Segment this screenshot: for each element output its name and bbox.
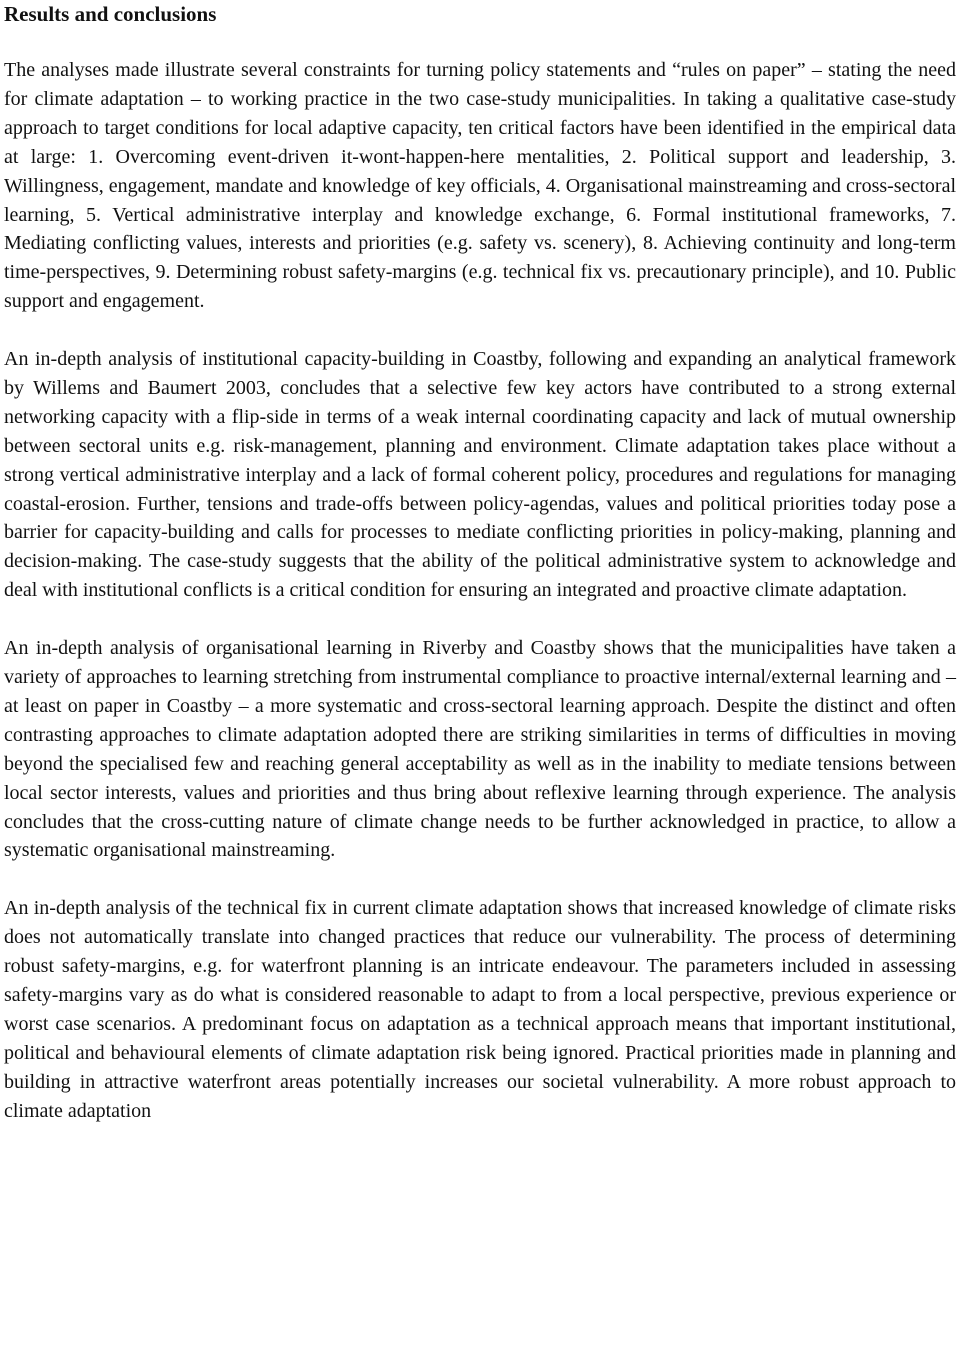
document-page [4,0,956,1125]
paragraph-factors: The analyses made illustrate several constraints for turning policy statements and “rules on paper” – stating the need for climate adaptation – to working practice in the two case-study municipalities. In taking a qualitative case-study approach to target conditions for local adaptive capacity, ten critical factors have been identified in the empirical data at large: 1. Overcoming event-driven it-wont-happen-here mentalities, 2. Political support and leadership, 3. Willingness, engagement, mandate and knowledge of key officials, 4. Organisational mainstreaming and cross-sectoral learning, 5. Vertical administrative interplay and knowledge exchange, 6. Formal institutional frameworks, 7. Mediating conflicting values, interests and priorities (e.g. safety vs. scenery), 8. Achieving continuity and long-term time-perspectives, 9. Determining robust safety-margins (e.g. technical fix vs. precautionary principle), and 10. Public support and engagement. [4,59,956,313]
paragraph-technical-fix: An in-depth analysis of the technical fix in current climate adaptation shows that increased knowledge of climate risks does not automatically translate into changed practices that reduce our vulnerability. The process of determining robust safety-margins, e.g. for waterfront planning is an intricate endeavour. The parameters included in assessing safety-margins vary as do what is considered reasonable to adapt to from a local perspective, previous experience or worst case scenarios. A predominant focus on adaptation as a technical approach means that important institutional, political and behavioural elements of climate adaptation risk being ignored. Practical priorities made in planning and building in attractive waterfront areas potentially increases our societal vulnerability. A more robust approach to climate adaptation [4,897,956,1122]
paragraph-capacity-building: An in-depth analysis of institutional capacity-building in Coastby, following and expanding an analytical framework by Willems and Baumert 2003, concludes that a selective few key actors have contributed to a strong external networking capacity with a flip-side in terms of a weak internal coordinating capacity and lack of mutual ownership between sectoral units e.g. risk-management, planning and environment. Climate adaptation takes place without a strong vertical administrative interplay and a lack of formal coherent policy, procedures and regulations for managing coastal-erosion. Further, tensions and trade-offs between policy-agendas, values and political priorities today pose a barrier for capacity-building and calls for processes to mediate conflicting priorities in policy-making, planning and decision-making. The case-study suggests that the ability of the political administrative system to acknowledge and deal with institutional conflicts is a critical condition for ensuring an integrated and proactive climate adaptation. [4,348,956,602]
section-heading: Results and conclusions [4,2,217,26]
paragraph-organisational-learning: An in-depth analysis of organisational learning in Riverby and Coastby shows that the municipalities have taken a variety of approaches to learning stretching from instrumental compliance to proactive internal/external learning and – at least on paper in Coastby – a more systematic and cross-sectoral learning approach. Despite the distinct and often contrasting approaches to climate adaptation adopted there are striking similarities in terms of difficulties in moving beyond the specialised few and reaching general acceptability as well as in the inability to mediate tensions between local sector interests, values and priorities and thus bring about reflexive learning through experience. The analysis concludes that the cross-cutting nature of climate change needs to be further acknowledged in practice, to allow a systematic organisational mainstreaming. [4,637,956,862]
